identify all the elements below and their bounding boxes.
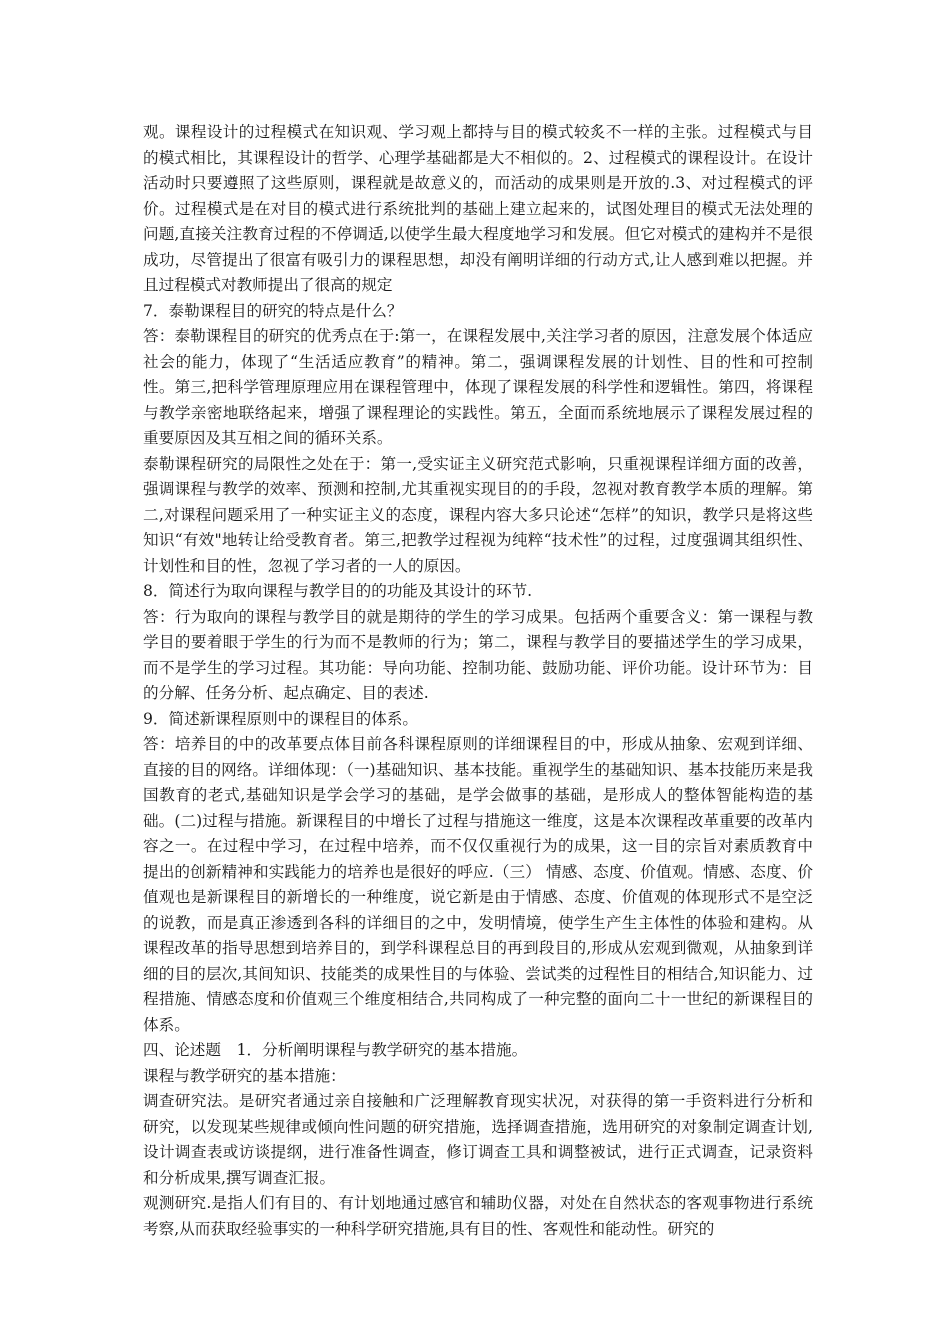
question-7-heading: 7．泰勒课程目的研究的特点是什么？ xyxy=(143,301,403,320)
answer-7-strengths: 答：泰勒课程目的研究的优秀点在于:第一，在课程发展中,关注学习者的原因，注意发展个体适应社会的能力，体现了“生活适应教育”的精神。第二，强调课程发展的计划性、目的性和可控制性。第三,把科学管理原理应用在课程管理中，体现了课程发展的科学性和逻辑性。第四，将课程与教学亲密地联络起来，增强了课程理论的实践性。第五，全面而系统地展示了课程发展过程的重要原因及其互相之间的循环关系。 xyxy=(143,327,813,447)
question-9-heading: 9．简述新课程原则中的课程目的体系。 xyxy=(143,709,419,728)
question-8-heading: 8．简述行为取向课程与教学目的的功能及其设计的环节. xyxy=(143,582,533,600)
survey-research-paragraph: 调查研究法。是研究者通过亲自接触和广泛理解教育现实状况，对获得的第一手资料进行分析和研究，以发现某些规律或倾向性问题的研究措施，选择调查措施，选用研究的对象制定调查计划,设计调查表或访谈提纲，进行准备性调查，修订调查工具和调整被试，进行正式调查，记录资料和分析成果,撰写调查汇报。 xyxy=(143,1092,813,1187)
answer-9: 答：培养目的中的改革要点体目前各科课程原则的详细课程目的中，形成从抽象、宏观到详细、直接的目的网络。详细体现：（一)基础知识、基本技能。重视学生的基础知识、基本技能历来是我国教育的老式,基础知识是学会学习的基础，是学会做事的基础，是形成人的整体智能构造的基础。(二)过程与措施。新课程目的中增长了过程与措施这一维度，这是本次课程改革重要的改革内容之一。在过程中学习，在过程中培养，而不仅仅重视行为的成果，这一目的宗旨对素质教育中提出的创新精神和实践能力的培养也是很好的呼应.（三） 情感、态度、价值观。情感、态度、价值观也是新课程目的新增长的一种维度，说它新是由于情感、态度、价值观的体现形式不是空泛的说教，而是真正渗透到各科的详细目的之中，发明情境，使学生产生主体性的体验和建构。从课程改革的指导思想到培养目的，到学科课程总目的再到段目的,形成从宏观到微观，从抽象到详细的目的层次,其间知识、技能类的成果性目的与体验、尝试类的过程性目的相结合,知识能力、过程措施、情感态度和价值观三个维度相结合,共同构成了一种完整的面向二十一世纪的新课程目的体系。 xyxy=(143,735,813,1034)
research-methods-intro: 课程与教学研究的基本措施： xyxy=(143,1066,346,1085)
answer-7-limitations: 泰勒课程研究的局限性之处在于：第一,受实证主义研究范式影响，只重视课程详细方面的改善，强调课程与教学的效率、预测和控制,尤其重视实现目的的手段，忽视对教育教学本质的理解。第二,对课程问题采用了一种实证主义的态度，课程内容大多只论述“怎样”的知识，教学只是将这些知识“有效"地转让给受教育者。第三,把教学过程视为纯粹“技术性”的过程，过度强调其组织性、计划性和目的性，忽视了学习者的一人的原因。 xyxy=(143,454,813,575)
section-4-essay-heading: 四、论述题 1．分析阐明课程与教学研究的基本措施。 xyxy=(143,1041,528,1059)
observation-research-paragraph: 观测研究.是指人们有目的、有计划地通过感官和辅助仪器，对处在自然状态的客观事物进行系统考察,从而获取经验事实的一种科学研究措施,具有目的性、客观性和能动性。研究的 xyxy=(143,1194,813,1238)
answer-8: 答：行为取向的课程与教学目的就是期待的学生的学习成果。包括两个重要含义：第一课程与教学目的要着眼于学生的行为而不是教师的行为；第二，课程与教学目的要描述学生的学习成果，而不是学生的学习过程。其功能：导向功能、控制功能、鼓励功能、评价功能。设计环节为：目的分解、任务分析、起点确定、目的表述. xyxy=(143,607,813,702)
document-page xyxy=(143,120,813,1242)
paragraph-process-model-evaluation: 观。课程设计的过程模式在知识观、学习观上都持与目的模式较炙不一样的主张。过程模式与目的模式相比，其课程设计的哲学、心理学基础都是大不相似的。2、过程模式的课程设计。在设计活动时只要遵照了这些原则，课程就是故意义的，而活动的成果则是开放的.3、对过程模式的评价。过程模式是在对目的模式进行系统批判的基础上建立起来的，试图处理目的模式无法处理的问题,直接关注教育过程的不停调适,以使学生最大程度地学习和发展。但它对模式的建构并不是很成功，尽管提出了很富有吸引力的课程思想，却没有阐明详细的行动方式,让人感到难以把握。并且过程模式对教师提出了很高的规定 xyxy=(143,123,813,294)
